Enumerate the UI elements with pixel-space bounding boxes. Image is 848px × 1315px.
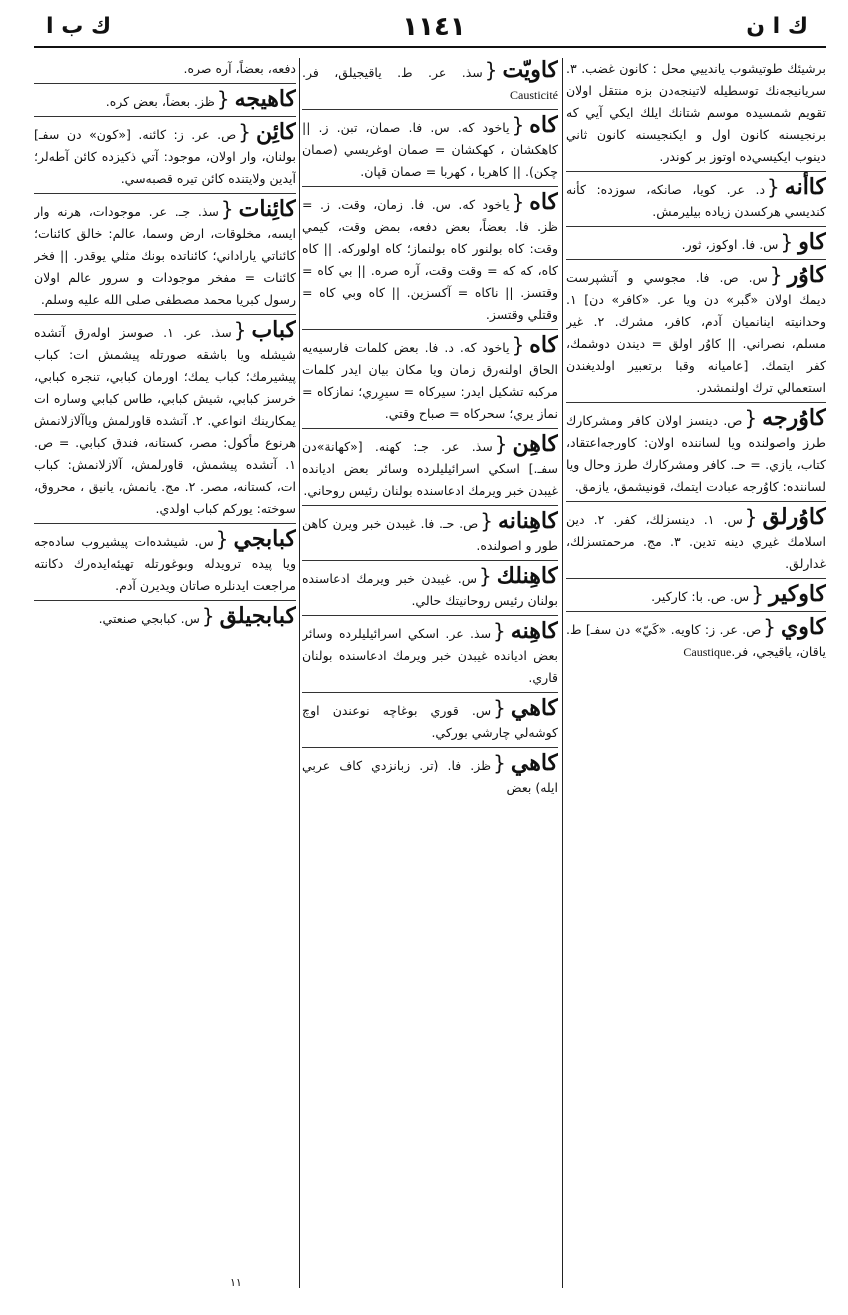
brace-glyph: {: [479, 564, 492, 588]
brace-glyph: {: [484, 58, 498, 82]
entry-definition: ص. عر. ز: كاويه. «كَيّ» دن سفـ] ط. ياقان، ياقيجي، فر.: [566, 622, 826, 659]
page-number: ١١٤١: [402, 12, 466, 42]
entry-latin-term: Caustique: [680, 645, 732, 659]
dictionary-entry: [302, 113, 558, 187]
entry-definition: س. فا. اوكوز، ثور.: [681, 237, 779, 252]
dictionary-entry: [566, 175, 826, 227]
header-right-letters: ك ا ن: [746, 14, 808, 39]
brace-glyph: {: [511, 113, 525, 137]
dictionary-entry: [566, 582, 826, 612]
brace-glyph: {: [744, 406, 758, 430]
footer-number: ١١: [230, 1276, 242, 1289]
entry-headword: كاه: [529, 189, 558, 215]
dictionary-entry: [302, 696, 558, 748]
entry-list-right: [566, 175, 826, 666]
brace-glyph: {: [744, 505, 758, 529]
dictionary-entry: [34, 318, 296, 524]
entry-headword: كاوُرلق: [762, 504, 826, 530]
brace-glyph: {: [216, 87, 230, 111]
entry-headword: كائِنات: [238, 196, 296, 222]
brace-glyph: {: [494, 432, 508, 456]
column-right: [566, 58, 826, 1283]
entry-headword: كاهي: [510, 695, 558, 721]
entry-headword: كاهِن: [512, 431, 558, 457]
dictionary-entry: [34, 604, 296, 633]
entry-headword: كاوُر: [787, 262, 826, 288]
header-rule: [34, 46, 826, 48]
entry-list-left: [34, 87, 296, 633]
entry-headword: كاهِنه: [510, 618, 558, 644]
entry-definition: سذ. جـ. عر. موجودات، هرنه وار ايسه، مخلوقات، ارض وسما، عالم: خالق كائنات؛ كائناتي ياراداني؛ كائناتده بونك مثلي يوقدر. || فخر كائنات = مفخر موجودات و سرور عالم اولان رسول كبريا محمد مصطفى صلى الله عليه وسلم.: [34, 204, 296, 307]
entry-headword: كاه: [529, 332, 558, 358]
entry-definition: ص. حـ. فا. غيبدن خبر ويرن كاهن طور و اصولنده.: [302, 516, 558, 553]
brace-glyph: {: [215, 527, 229, 551]
brace-glyph: {: [220, 197, 234, 221]
page-header: [34, 8, 826, 46]
brace-glyph: {: [767, 175, 780, 199]
entry-headword: كبابجي: [233, 526, 296, 552]
entry-headword: كاوي: [780, 614, 826, 640]
brace-glyph: {: [493, 619, 506, 643]
entry-definition: س. ص. فا. مجوسي و آتشپرست ديمك اولان «گبر» دن ويا عر. «كافر» دن] ١. وحدانيته اينانميان آدم، كافر، مشرك. ٢. غير مسلم، نصراني. || كاوُر اولق = ديندن دوشمك، كفر ايتمك. [عاميانه وقبا برتعبير اولديغندن استعمالي ترك اولنمشدر.: [566, 270, 826, 395]
entry-headword: كاهي: [510, 750, 558, 776]
entry-definition: س. كبابجي صنعتي.: [98, 611, 200, 626]
dictionary-entry: [302, 58, 558, 110]
column-middle: [302, 58, 558, 1283]
entry-headword: كاو: [798, 229, 826, 255]
entry-headword: كاويّت: [502, 58, 558, 83]
entry-definition: ظز. بعضاً، بعض كره.: [105, 94, 215, 109]
column-left: [34, 58, 296, 1283]
dictionary-entry: [302, 751, 558, 802]
column-divider-left: [299, 58, 300, 1288]
entry-definition: س. ص. با: كاركير.: [651, 589, 750, 604]
entry-definition: سذ. عر. جـ: كهنه. [«كهانة»دن سفـ.] اسكي اسرائيليلرده وسائر بعض اديانده غيبدن خبر ويرمك ادعاسنده بولنان رئيس روحاني.: [302, 439, 558, 498]
dictionary-entry: [566, 230, 826, 260]
entry-headword: كاهِنانه: [497, 508, 558, 534]
brace-glyph: {: [763, 615, 776, 639]
brace-glyph: {: [238, 120, 251, 144]
entry-definition: س. شيشده‌ات پيشيروب ساده‌جه ويا پيده ترويدله وبوغورتله تهيئه‌ايده‌رك دكانته مراجعت ايدنلره صاتان ويديرن آدم.: [34, 534, 296, 593]
brace-glyph: {: [480, 509, 493, 533]
continued-text: دفعه، بعضاً، آره صره.: [34, 58, 296, 84]
brace-glyph: {: [511, 333, 525, 357]
entry-headword: كائِن: [255, 119, 296, 145]
brace-glyph: {: [751, 582, 764, 606]
entry-definition: س. قوري بوغاچه نوعندن اوچ كوشه‌لي چارشي بوركي.: [302, 703, 558, 740]
dictionary-entry: [302, 190, 558, 330]
entry-definition: ص. دينسز اولان كافر ومشركارك طرز واصولنده ويا لساننده اولان: كاورجه‌اعتقاد، كتاب، يازي. = حـ. كافر ومشركارك طرز وحال ويا لساننده: كاوُرجه عبادت ايتمك، قونيشمق، يازمق.: [566, 413, 826, 494]
dictionary-entry: [302, 333, 558, 429]
dictionary-entry: [302, 619, 558, 693]
entry-definition: سذ. عر. ط. ياقيجيلق، فر.: [302, 65, 483, 80]
entry-headword: كاوكير: [768, 581, 826, 607]
brace-glyph: {: [511, 190, 525, 214]
brace-glyph: {: [780, 230, 794, 254]
entry-headword: كاه: [529, 112, 558, 138]
dictionary-entry: [566, 505, 826, 579]
dictionary-entry: [302, 432, 558, 506]
entry-definition: ص. عر. ز: كائنه. [«كون» دن سفـ] بولنان، وار اولان، موجود: آتي ذكيزده كائن آطه‌لر؛ آيدين ولايتنده كائن تيره قصبه‌سي.: [34, 127, 296, 186]
brace-glyph: {: [201, 604, 215, 628]
entry-headword: كباب: [251, 317, 296, 343]
entry-headword: كاوُرجه: [762, 405, 826, 431]
brace-glyph: {: [233, 318, 247, 342]
entry-headword: كاأنه: [784, 174, 826, 200]
brace-glyph: {: [769, 263, 783, 287]
brace-glyph: {: [493, 751, 506, 775]
entry-definition: ظز. فا. (تر. زبانزدي كاف عربي ايله) بعض: [302, 758, 558, 795]
entry-definition: ياخود كه. س. فا. زمان، وقت. ز. = ظز. فا. بعضاً، بعض دفعه، بمض وقت، كيمي وقت: كاه بولنور كاه بولنماز؛ كاه اولوركه. || كاه كاه، كه كه = وقت وقت، آره صره. || بي كاه = وقتسز. || ناكاه = آكسزين. || كاه وبي كاه = وقتلي وقتسز.: [302, 197, 558, 322]
entry-definition: س. ١. دينسزلك، كفر. ٢. دين اسلامك غيري دينه تدين. ٣. مج. مرحمتسزلك، غدارلق.: [566, 512, 826, 571]
entry-headword: كبابجيلق: [219, 603, 296, 629]
entry-list-middle: [302, 58, 558, 802]
dictionary-entry: [566, 263, 826, 403]
dictionary-entry: [34, 87, 296, 117]
dictionary-entry: [566, 615, 826, 666]
dictionary-entry: [566, 406, 826, 502]
dictionary-entry: [302, 509, 558, 561]
dictionary-entry: [302, 564, 558, 616]
entry-headword: كاهيجه: [234, 86, 296, 112]
entry-definition: ياخود كه. س. فا. صمان، تبن. ز. || كاهكشان ، كهكشان = صمان اوغريسي (صمان چكن). || كاهربا ، كهربا = صمان قپان.: [302, 120, 558, 179]
column-divider-right: [562, 58, 563, 1288]
entry-definition: سذ. عر. اسكي اسرائيليلرده وسائر بعض اديانده غيبدن خبر ويرمك ادعاسنده بولنان قاري.: [302, 626, 558, 685]
header-left-letters: ك ب ا: [46, 14, 112, 39]
entry-latin-term: Causticité: [510, 88, 558, 102]
entry-definition: سذ. عر. ١. صوسز اوله‌رق آتشده شيشله ويا باشقه صورتله پيشمش ات: كباب پيشيرمك؛ كباب يمك؛ اورمان كبابي، تنجره كبابي، خرسز كبابي، شيش كبابي، طاس كبابي وساره ات يمكارينك انواعي. ٢. آتشده قاورلمش وياآلازلانمش هرنوع مأكول: مصر، كستانه، فندق كبابي. = ص. ١. آتشده پيشمش، قاورلمش، آلازلانمش: كباب ات، كستانه، مصر. ٢. مج. يانمش، يانيق ، محروق، سوخته: يوركم كباب اولدي.: [34, 325, 296, 516]
entry-definition: د. عر. كويا، صانكه، سوزده: كأنه كنديسي هركسدن زياده بيليرمش.: [566, 182, 826, 219]
dictionary-entry: [34, 197, 296, 315]
continued-text: برشيئك طوتيشوب ياندييي محل : كانون غضب. ٣. سريانيجه‌نك توسطيله لاتينجه‌دن بزه منتقل اولان تقويم شمسيده موسم شتانك ايلك ايكي آيي كه برنجيسنه كانون اول و ايكنجيسنه كانون ثاني دينوب ايكيسي‌ده اوتوز بر كوندر.: [566, 58, 826, 172]
dictionary-entry: [34, 120, 296, 194]
entry-headword: كاهِنلك: [496, 563, 558, 589]
brace-glyph: {: [493, 696, 506, 720]
entry-definition: س. غيبدن خبر ويرمك ادعاسنده بولنان رئيس روحانيتك حالي.: [302, 571, 558, 608]
dictionary-entry: [34, 527, 296, 601]
entry-definition: ياخود كه. د. فا. بعض كلمات فارسيه‌يه الحاق اولنه‌رق زمان ويا مكان بيان ايدر كلمات مركبه تشكيل ايدر: سيركاه = سيرِري؛ نمازكاه = نماز يري؛ سحركاه = صباح وقتي.: [302, 340, 558, 421]
